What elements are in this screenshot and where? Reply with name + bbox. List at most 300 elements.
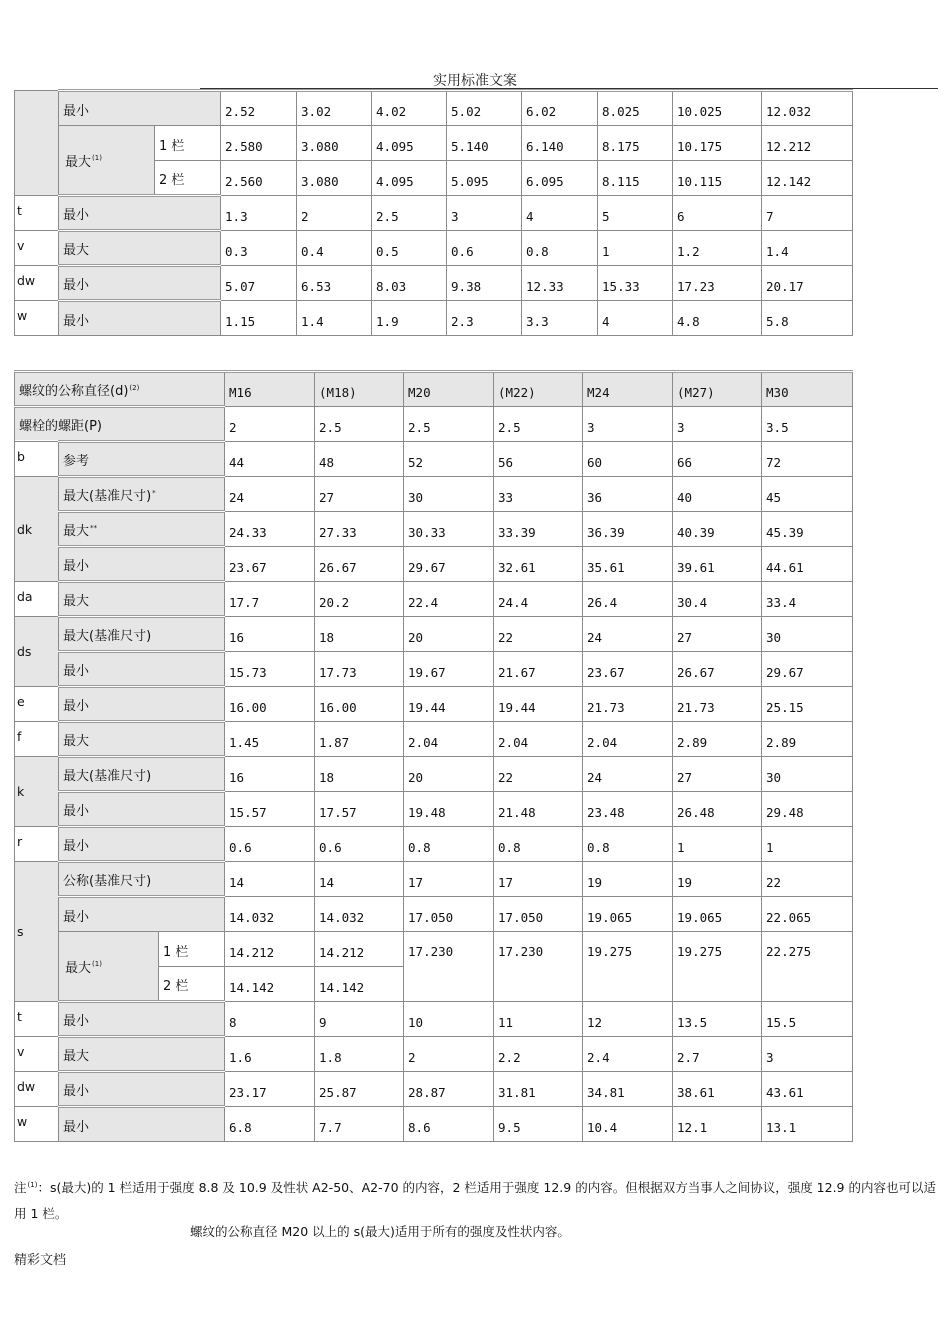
- k-min-value: 29.48: [766, 805, 804, 820]
- value-cell: [315, 652, 404, 687]
- value-cell: [404, 1037, 494, 1072]
- value-cell: [494, 582, 583, 617]
- value-cell: [404, 757, 494, 792]
- dw-symbol: dw: [17, 272, 36, 288]
- sizes-value: M30: [766, 385, 789, 400]
- value-cell: [225, 477, 315, 512]
- value-cell: [404, 932, 494, 1002]
- w-min-value: 1.15: [225, 314, 256, 329]
- ds-max-value: 18: [319, 630, 335, 645]
- s-nominal-value: 14: [319, 875, 335, 890]
- s-nominal-value: 19: [587, 875, 603, 890]
- value-cell: [404, 722, 494, 757]
- thread-diameter-row: [15, 372, 853, 407]
- footnote-1-marker: (1): [92, 154, 102, 163]
- value-cell: [583, 827, 673, 862]
- v-max-value: 2.2: [498, 1050, 521, 1065]
- value-cell: [221, 161, 297, 196]
- value-cell: [404, 1072, 494, 1107]
- footnote-2-marker: (2): [129, 383, 140, 392]
- value-cell: [673, 231, 762, 266]
- dk-max-basic-value: 30: [408, 490, 424, 505]
- s-nominal-value: 22: [766, 875, 782, 890]
- k-min-row: [15, 792, 853, 827]
- w-min-value: 4: [602, 314, 610, 329]
- s-max1-value: 8.175: [602, 139, 640, 154]
- value-cell: [315, 582, 404, 617]
- dk-max-value: 27.33: [319, 525, 357, 540]
- dk-max-basic-value: 33: [498, 490, 514, 505]
- b-ref-value: 60: [587, 455, 603, 470]
- b-ref-label: 参考: [63, 454, 90, 469]
- value-cell: [762, 722, 853, 757]
- value-cell: [315, 372, 404, 407]
- k-symbol: k: [17, 784, 25, 799]
- value-cell: [673, 722, 762, 757]
- v-max-value: 0.4: [301, 244, 324, 259]
- k-min-value: 19.48: [408, 805, 446, 820]
- b-ref-value: 52: [408, 455, 424, 470]
- value-cell: [673, 932, 762, 1002]
- w-min-value: 13.1: [766, 1120, 797, 1135]
- dk-max-basic-value: 36: [587, 490, 603, 505]
- value-cell: [762, 126, 853, 161]
- t-min-value: 13.5: [677, 1015, 708, 1030]
- dk-star-1: *: [152, 488, 156, 497]
- w-min-row: [15, 301, 853, 336]
- v-max-value: 0.5: [376, 244, 399, 259]
- value-cell: [673, 862, 762, 897]
- k-min-value: 23.48: [587, 805, 625, 820]
- value-cell: [494, 407, 583, 442]
- ds-max-label: 最大(基准尺寸): [63, 629, 152, 644]
- t-min-value: 10: [408, 1015, 424, 1030]
- s-nominal-label: 公称(基准尺寸): [63, 874, 152, 889]
- ds-min-value: 21.67: [498, 665, 536, 680]
- value-cell: [225, 827, 315, 862]
- value-cell: [673, 1037, 762, 1072]
- w-min-value: 2.3: [451, 314, 474, 329]
- value-cell: [673, 161, 762, 196]
- s-max2-value: 2.560: [225, 174, 263, 189]
- s-max1-row: [15, 932, 853, 967]
- value-cell: [315, 1002, 404, 1037]
- value-cell: [447, 161, 522, 196]
- value-cell: [225, 722, 315, 757]
- t-min-value: 1.3: [225, 209, 248, 224]
- dk-max-basic-value: 40: [677, 490, 693, 505]
- e-min-row: [15, 687, 853, 722]
- b-ref-value: 66: [677, 455, 693, 470]
- value-cell: [762, 1037, 853, 1072]
- r-min-value: 1: [766, 840, 774, 855]
- note-prefix: 注: [14, 1180, 27, 1196]
- k-max-value: 24: [587, 770, 603, 785]
- value-cell: [221, 301, 297, 336]
- dk-max-value: 40.39: [677, 525, 715, 540]
- dk-min-value: 39.61: [677, 560, 715, 575]
- value-cell: [494, 372, 583, 407]
- value-cell: [673, 827, 762, 862]
- f-max-value: 2.04: [498, 735, 529, 750]
- ds-max-value: 24: [587, 630, 603, 645]
- value-cell: [447, 126, 522, 161]
- s-min-value: 14.032: [229, 910, 275, 925]
- v-max-value: 2.7: [677, 1050, 700, 1065]
- value-cell: [404, 687, 494, 722]
- value-cell: [315, 442, 404, 477]
- value-cell: [225, 442, 315, 477]
- dk-max-label: 最大: [63, 524, 90, 539]
- value-cell: [762, 932, 853, 1002]
- value-cell: [522, 161, 598, 196]
- pitch-value: 3: [677, 420, 685, 435]
- col1-label: 1 栏: [159, 139, 185, 154]
- pitch-value: 2.5: [319, 420, 342, 435]
- v-max-row: [15, 1037, 853, 1072]
- w-symbol: w: [17, 1113, 28, 1129]
- value-cell: [762, 1072, 853, 1107]
- dw-min-value: 17.23: [677, 279, 715, 294]
- t-min-row: [15, 196, 853, 231]
- t-min-value: 6: [677, 209, 685, 224]
- value-cell: [673, 126, 762, 161]
- value-cell: [225, 407, 315, 442]
- value-cell: [494, 897, 583, 932]
- s-min-label: 最小: [63, 910, 90, 925]
- r-min-label: 最小: [63, 839, 90, 854]
- value-cell: [315, 407, 404, 442]
- sizes-value: (M27): [677, 385, 715, 400]
- t-min-row: [15, 1002, 853, 1037]
- dw-min-value: 20.17: [766, 279, 804, 294]
- e-min-label: 最小: [63, 699, 90, 714]
- b-ref-value: 72: [766, 455, 782, 470]
- value-cell: [673, 477, 762, 512]
- value-cell: [583, 407, 673, 442]
- dw-min-value: 5.07: [225, 279, 256, 294]
- w-min-value: 9.5: [498, 1120, 521, 1135]
- dw-min-row: [15, 266, 853, 301]
- ds-min-value: 29.67: [766, 665, 804, 680]
- value-cell: [494, 862, 583, 897]
- value-cell: [315, 722, 404, 757]
- value-cell: [297, 196, 372, 231]
- value-cell: [404, 1002, 494, 1037]
- value-cell: [404, 372, 494, 407]
- k-min-value: 15.57: [229, 805, 267, 820]
- value-cell: [404, 407, 494, 442]
- value-cell: [221, 91, 297, 126]
- k-max-value: 20: [408, 770, 424, 785]
- k-max-value: 27: [677, 770, 693, 785]
- value-cell: [762, 91, 853, 126]
- r-min-value: 0.6: [319, 840, 342, 855]
- w-min-value: 3.3: [526, 314, 549, 329]
- t-min-label: 最小: [63, 208, 90, 223]
- dk-max-basic-value: 27: [319, 490, 335, 505]
- s-symbol: s: [17, 924, 24, 939]
- value-cell: [762, 547, 853, 582]
- s-max2-value: 14.142: [229, 980, 275, 995]
- value-cell: [762, 372, 853, 407]
- value-cell: [404, 547, 494, 582]
- v-max-value: 0.8: [526, 244, 549, 259]
- dk-symbol: dk: [17, 521, 33, 537]
- dk-min-value: 26.67: [319, 560, 357, 575]
- s-max2-value: 8.115: [602, 174, 640, 189]
- k-max-label: 最大(基准尺寸): [63, 769, 152, 784]
- s-max2-value: 14.142: [319, 980, 365, 995]
- value-cell: [762, 827, 853, 862]
- value-cell: [598, 126, 673, 161]
- da-max-value: 24.4: [498, 595, 529, 610]
- value-cell: [315, 792, 404, 827]
- value-cell: [404, 582, 494, 617]
- e-min-value: 16.00: [229, 700, 267, 715]
- r-symbol: r: [17, 833, 23, 849]
- s-nominal-value: 19: [677, 875, 693, 890]
- b-ref-value: 48: [319, 455, 335, 470]
- t-min-value: 11: [498, 1015, 514, 1030]
- dw-min-row: [15, 1072, 853, 1107]
- value-cell: [598, 196, 673, 231]
- b-ref-value: 56: [498, 455, 514, 470]
- s-max2-value: 12.142: [766, 174, 812, 189]
- value-cell: [494, 827, 583, 862]
- v-symbol: v: [17, 237, 25, 253]
- s-min-value: 19.065: [677, 910, 723, 925]
- w-min-value: 1.4: [301, 314, 324, 329]
- value-cell: [583, 512, 673, 547]
- value-cell: [315, 512, 404, 547]
- da-max-value: 26.4: [587, 595, 618, 610]
- value-cell: [372, 91, 447, 126]
- value-cell: [673, 196, 762, 231]
- value-cell: [225, 1037, 315, 1072]
- s-max-label: 最大: [65, 154, 92, 170]
- value-cell: [225, 1072, 315, 1107]
- k-max-value: 18: [319, 770, 335, 785]
- w-min-value: 6.8: [229, 1120, 252, 1135]
- value-cell: [583, 442, 673, 477]
- value-cell: [762, 231, 853, 266]
- dw-min-value: 43.61: [766, 1085, 804, 1100]
- value-cell: [297, 231, 372, 266]
- value-cell: [762, 301, 853, 336]
- value-cell: [372, 231, 447, 266]
- value-cell: [225, 652, 315, 687]
- da-max-label: 最大: [63, 594, 90, 609]
- s-min-value: 6.02: [526, 104, 557, 119]
- value-cell: [404, 512, 494, 547]
- value-cell: [673, 1072, 762, 1107]
- value-cell: [221, 196, 297, 231]
- r-min-value: 0.8: [498, 840, 521, 855]
- v-max-value: 2: [408, 1050, 416, 1065]
- s-max2-value: 10.115: [677, 174, 723, 189]
- w-min-value: 7.7: [319, 1120, 342, 1135]
- v-max-value: 1.8: [319, 1050, 342, 1065]
- value-cell: [494, 617, 583, 652]
- s-col2-label: 2 栏: [163, 979, 189, 994]
- value-cell: [315, 687, 404, 722]
- da-max-value: 33.4: [766, 595, 797, 610]
- s-min-value: 17.050: [408, 910, 454, 925]
- s-max1-value: 12.212: [766, 139, 812, 154]
- da-max-value: 22.4: [408, 595, 439, 610]
- v-max-value: 0.3: [225, 244, 248, 259]
- value-cell: [494, 757, 583, 792]
- s-max1-value: 6.140: [526, 139, 564, 154]
- s-min-value: 10.025: [677, 104, 723, 119]
- w-min-value: 12.1: [677, 1120, 708, 1135]
- ds-min-value: 23.67: [587, 665, 625, 680]
- da-max-row: [15, 582, 853, 617]
- value-cell: [583, 1037, 673, 1072]
- s-min-value: 4.02: [376, 104, 407, 119]
- value-cell: [494, 1002, 583, 1037]
- value-cell: [673, 687, 762, 722]
- dw-min-value: 9.38: [451, 279, 482, 294]
- e-symbol: e: [17, 693, 25, 709]
- value-cell: [673, 266, 762, 301]
- value-cell: [494, 1037, 583, 1072]
- col2-label: 2 栏: [159, 173, 185, 188]
- value-cell: [297, 161, 372, 196]
- dk-max-basic-value: 24: [229, 490, 245, 505]
- value-cell: [762, 757, 853, 792]
- value-cell: [221, 126, 297, 161]
- value-cell: [762, 582, 853, 617]
- dk-min-value: 44.61: [766, 560, 804, 575]
- da-max-value: 30.4: [677, 595, 708, 610]
- b-ref-value: 44: [229, 455, 245, 470]
- f-max-value: 2.89: [766, 735, 797, 750]
- k-max-value: 30: [766, 770, 782, 785]
- value-cell: [315, 1072, 404, 1107]
- value-cell: [221, 231, 297, 266]
- dk-max-value: 30.33: [408, 525, 446, 540]
- value-cell: [762, 196, 853, 231]
- value-cell: [583, 652, 673, 687]
- value-cell: [225, 757, 315, 792]
- s-min-value: 3.02: [301, 104, 332, 119]
- ds-max-value: 16: [229, 630, 245, 645]
- value-cell: [673, 1107, 762, 1142]
- value-cell: [762, 477, 853, 512]
- dk-min-value: 32.61: [498, 560, 536, 575]
- s-max2-value: 3.080: [301, 174, 339, 189]
- dk-min-value: 23.67: [229, 560, 267, 575]
- t-min-value: 12: [587, 1015, 603, 1030]
- dw-min-label: 最小: [63, 1084, 90, 1099]
- s-min-label: 最小: [63, 104, 90, 119]
- pitch-value: 2: [229, 420, 237, 435]
- s-min-value: 14.032: [319, 910, 365, 925]
- value-cell: [583, 897, 673, 932]
- value-cell: [673, 792, 762, 827]
- ds-min-value: 17.73: [319, 665, 357, 680]
- s-max1-value: 14.212: [229, 945, 275, 960]
- dk-max-value: 33.39: [498, 525, 536, 540]
- value-cell: [297, 266, 372, 301]
- value-cell: [225, 862, 315, 897]
- t-min-value: 9: [319, 1015, 327, 1030]
- dk-max-row: [15, 512, 853, 547]
- pitch-value: 3: [587, 420, 595, 435]
- value-cell: [447, 301, 522, 336]
- f-max-value: 2.89: [677, 735, 708, 750]
- value-cell: [315, 1107, 404, 1142]
- ds-max-row: [15, 617, 853, 652]
- value-cell: [673, 897, 762, 932]
- value-cell: [404, 897, 494, 932]
- s-nominal-row: [15, 862, 853, 897]
- e-min-value: 16.00: [319, 700, 357, 715]
- value-cell: [315, 932, 404, 967]
- value-cell: [762, 652, 853, 687]
- value-cell: [494, 1072, 583, 1107]
- v-max-label: 最大: [63, 243, 90, 258]
- e-min-value: 25.15: [766, 700, 804, 715]
- value-cell: [762, 407, 853, 442]
- value-cell: [762, 442, 853, 477]
- dw-min-value: 34.81: [587, 1085, 625, 1100]
- w-min-value: 5.8: [766, 314, 789, 329]
- s-min-value: 19.065: [587, 910, 633, 925]
- value-cell: [583, 582, 673, 617]
- s-nominal-value: 17: [408, 875, 424, 890]
- ds-min-label: 最小: [63, 664, 90, 679]
- dk-min-row: [15, 547, 853, 582]
- value-cell: [315, 757, 404, 792]
- value-cell: [225, 1107, 315, 1142]
- ds-min-row: [15, 652, 853, 687]
- ds-max-value: 30: [766, 630, 782, 645]
- value-cell: [297, 126, 372, 161]
- value-cell: [225, 617, 315, 652]
- value-cell: [494, 442, 583, 477]
- dk-min-value: 35.61: [587, 560, 625, 575]
- value-cell: [583, 617, 673, 652]
- w-min-label: 最小: [63, 314, 90, 329]
- footnote-text: [14, 1172, 939, 1227]
- e-min-value: 21.73: [677, 700, 715, 715]
- value-cell: [494, 1107, 583, 1142]
- f-max-label: 最大: [63, 734, 90, 749]
- w-min-value: 4.8: [677, 314, 700, 329]
- r-min-value: 0.8: [408, 840, 431, 855]
- s-max1-value: 17.230: [498, 944, 544, 959]
- value-cell: [221, 266, 297, 301]
- value-cell: [762, 161, 853, 196]
- v-max-label: 最大: [63, 1049, 90, 1064]
- thread-diameter-label: 螺纹的公称直径(d): [19, 384, 129, 399]
- k-min-label: 最小: [63, 804, 90, 819]
- value-cell: [494, 512, 583, 547]
- f-max-value: 2.04: [587, 735, 618, 750]
- dw-min-value: 28.87: [408, 1085, 446, 1100]
- value-cell: [762, 862, 853, 897]
- value-cell: [598, 231, 673, 266]
- dw-symbol: dw: [17, 1078, 36, 1094]
- pitch-value: 2.5: [498, 420, 521, 435]
- value-cell: [404, 617, 494, 652]
- value-cell: [583, 372, 673, 407]
- f-max-value: 1.87: [319, 735, 350, 750]
- value-cell: [673, 512, 762, 547]
